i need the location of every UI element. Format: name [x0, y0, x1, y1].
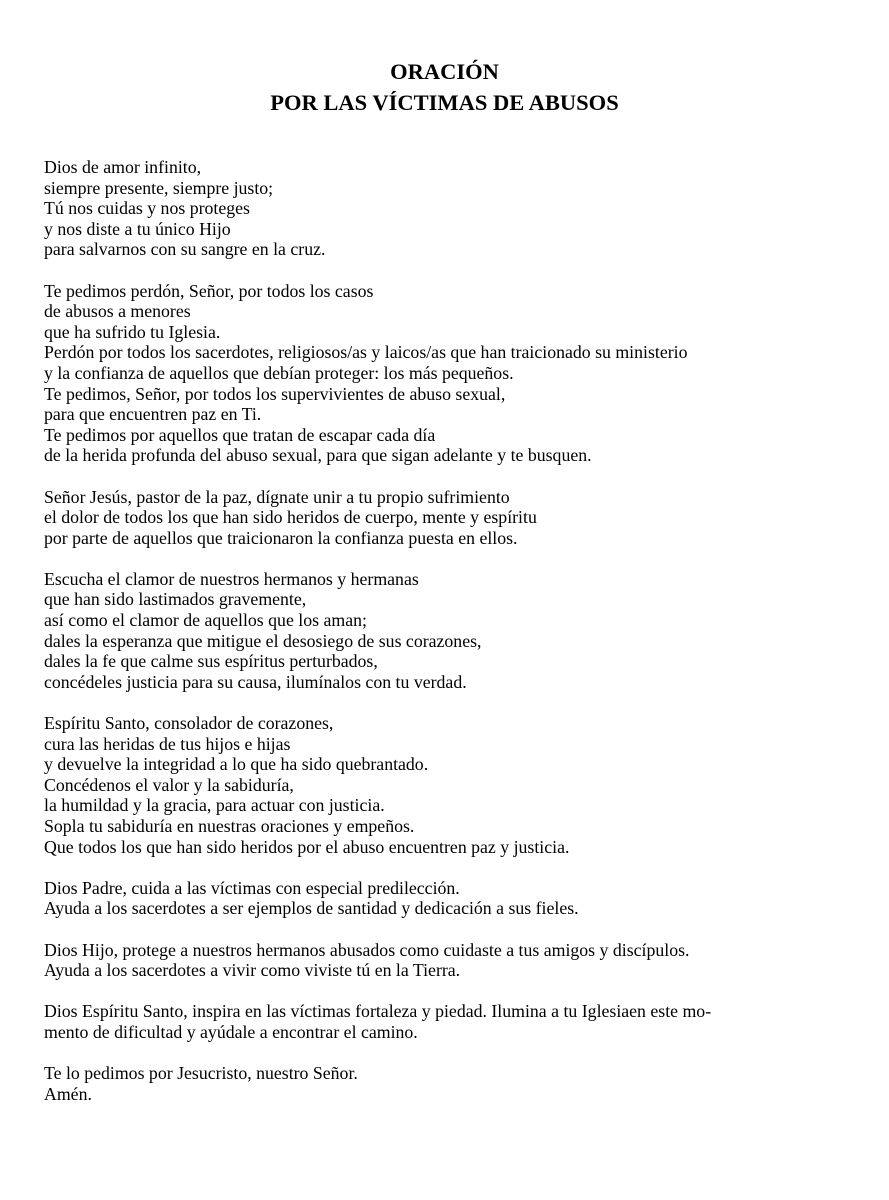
prayer-line: Ayuda a los sacerdotes a vivir como viviste tú en la Tierra.	[44, 960, 461, 981]
prayer-line: dales la fe que calme sus espíritus perturbados,	[44, 651, 378, 672]
prayer-line: concédeles justicia para su causa, ilumínalos con tu verdad.	[44, 671, 467, 692]
prayer-line: Te pedimos perdón, Señor, por todos los casos	[44, 280, 374, 301]
prayer-line: de la herida profunda del abuso sexual, para que sigan adelante y te busquen.	[44, 445, 592, 466]
prayer-line: de abusos a menores	[44, 301, 191, 322]
prayer-line: que han sido lastimados gravemente,	[44, 589, 307, 610]
prayer-line: y la confianza de aquellos que debían proteger: los más pequeños.	[44, 362, 514, 383]
prayer-stanza	[44, 940, 844, 981]
prayer-line: Perdón por todos los sacerdotes, religiosos/as y laicos/as que han traicionado su ministerio	[44, 342, 688, 363]
prayer-line: Escucha el clamor de nuestros hermanos y hermanas	[44, 568, 419, 589]
prayer-line: cura las heridas de tus hijos e hijas	[44, 733, 291, 754]
prayer-stanza	[44, 487, 844, 549]
amen-line: Amén.	[44, 1083, 92, 1104]
prayer-stanza	[44, 281, 844, 466]
document-title-line-1: ORACIÓN	[390, 59, 499, 84]
prayer-line: Te pedimos por aquellos que tratan de escapar cada día	[44, 424, 436, 445]
prayer-line: mento de dificultad y ayúdale a encontrar el camino.	[44, 1021, 418, 1042]
prayer-body	[44, 157, 844, 1125]
prayer-line: para salvarnos con su sangre en la cruz.	[44, 239, 326, 260]
prayer-line: Dios de amor infinito,	[44, 157, 202, 177]
prayer-line: para que encuentren paz en Ti.	[44, 404, 262, 425]
prayer-line: Tú nos cuidas y nos proteges	[44, 198, 250, 219]
document-title-line-2: POR LAS VÍCTIMAS DE ABUSOS	[270, 90, 619, 115]
prayer-line: Señor Jesús, pastor de la paz, dígnate unir a tu propio sufrimiento	[44, 486, 510, 507]
prayer-line: y devuelve la integridad a lo que ha sido quebrantado.	[44, 754, 429, 775]
prayer-line: Sopla tu sabiduría en nuestras oraciones y empeños.	[44, 816, 415, 836]
prayer-line: Te pedimos, Señor, por todos los supervivientes de abuso sexual,	[44, 383, 506, 404]
prayer-line: Espíritu Santo, consolador de corazones,	[44, 713, 334, 734]
prayer-stanza	[44, 569, 844, 693]
prayer-line: por parte de aquellos que traicionaron la confianza puesta en ellos.	[44, 527, 518, 548]
prayer-line: así como el clamor de aquellos que los aman;	[44, 610, 367, 631]
prayer-line: y nos diste a tu único Hijo	[44, 218, 231, 239]
prayer-stanza	[44, 713, 844, 857]
prayer-line: dales la esperanza que mitigue el desosiego de sus corazones,	[44, 630, 482, 651]
prayer-line: el dolor de todos los que han sido heridos de cuerpo, mente y espíritu	[44, 507, 537, 528]
prayer-stanza	[44, 1001, 844, 1042]
prayer-closing	[44, 1063, 844, 1104]
prayer-line: Que todos los que han sido heridos por el abuso encuentren paz y justicia.	[44, 836, 570, 857]
prayer-line: siempre presente, siempre justo;	[44, 177, 274, 198]
prayer-stanza	[44, 878, 844, 919]
prayer-stanza	[44, 157, 844, 260]
prayer-line: que ha sufrido tu Iglesia.	[44, 321, 221, 342]
prayer-line: Ayuda a los sacerdotes a ser ejemplos de santidad y dedicación a sus fieles.	[44, 898, 579, 919]
prayer-line: Te lo pedimos por Jesucristo, nuestro Señor.	[44, 1063, 358, 1084]
prayer-line: Concédenos el valor y la sabiduría,	[44, 774, 294, 795]
prayer-line: Dios Padre, cuida a las víctimas con especial predilección.	[44, 877, 460, 898]
prayer-line: Dios Hijo, protege a nuestros hermanos abusados como cuidaste a tus amigos y discípulos.	[44, 939, 690, 960]
prayer-line: la humildad y la gracia, para actuar con justicia.	[44, 795, 385, 816]
prayer-line: Dios Espíritu Santo, inspira en las víctimas fortaleza y piedad. Ilumina a tu Iglesiaen este mo-	[44, 1001, 712, 1022]
